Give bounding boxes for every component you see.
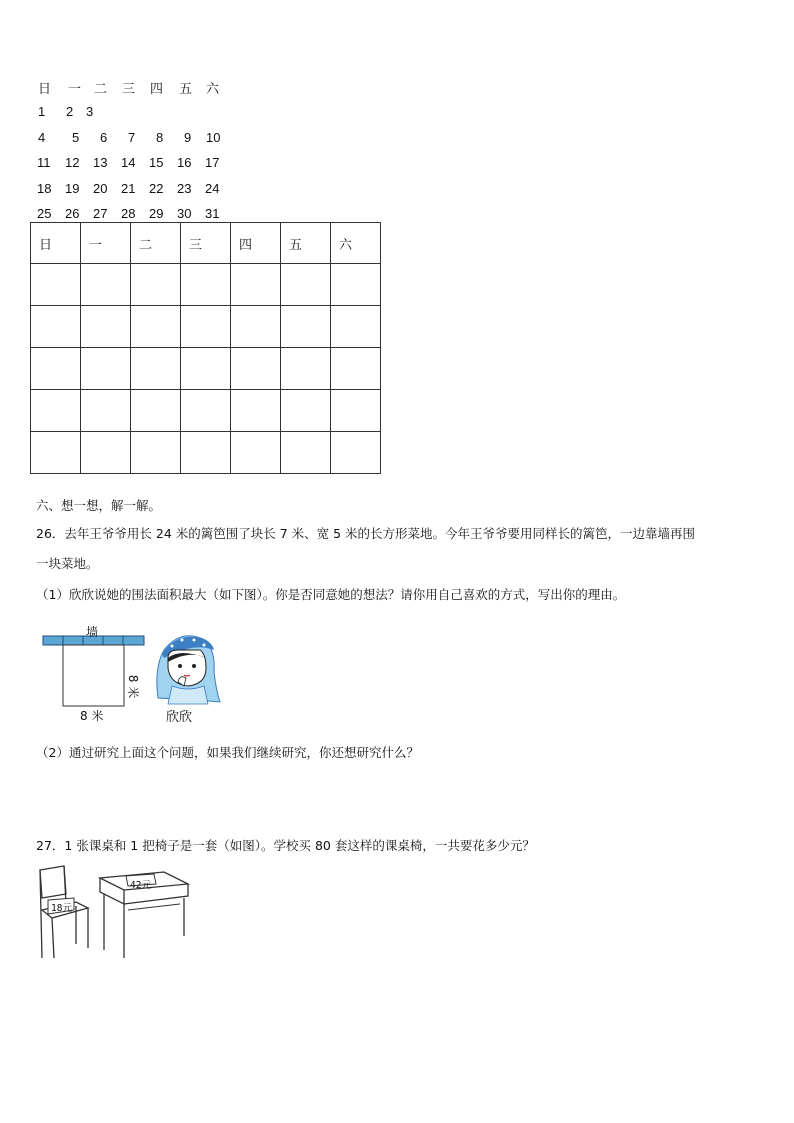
grid-cell[interactable]	[81, 306, 131, 348]
grid-cell[interactable]	[131, 390, 181, 432]
grid-header-cell: 二	[131, 223, 181, 264]
section-title: 六、想一想，解一解。	[36, 498, 162, 513]
grid-cell[interactable]	[131, 348, 181, 390]
grid-header-cell: 日	[31, 223, 81, 264]
day: 2	[66, 104, 74, 119]
grid-cell[interactable]	[331, 348, 381, 390]
grid-header-cell: 三	[181, 223, 231, 264]
grid-row	[31, 390, 381, 432]
grid-cell[interactable]	[231, 348, 281, 390]
grid-cell[interactable]	[331, 390, 381, 432]
grid-cell[interactable]	[281, 348, 331, 390]
grid-row	[31, 264, 381, 306]
q26-line2: 一块菜地。	[36, 556, 99, 571]
grid-header-cell: 五	[281, 223, 331, 264]
day: 6	[100, 130, 108, 145]
grid-cell[interactable]	[331, 306, 381, 348]
wall-label: 墙	[86, 625, 99, 639]
weekday: 日	[38, 81, 52, 96]
girl-name-label: 欣欣	[166, 710, 193, 725]
weekday: 一	[68, 81, 82, 96]
q26-sub1: （1）欣欣说她的围法面积最大（如下图）。你是否同意她的想法？请你用自己喜欢的方式，写出你的理由。	[36, 587, 626, 602]
q26-line1: 26．去年王爷爷用长 24 米的篱笆围了块长 7 米、宽 5 米的长方形菜地。今年王爷爷要用同样长的篱笆，一边靠墙再围	[36, 526, 696, 541]
grid-cell[interactable]	[81, 390, 131, 432]
q27-text: 27．1 张课桌和 1 把椅子是一套（如图）。学校买 80 套这样的课桌椅，一共要花多少元？	[36, 838, 535, 853]
day: 13	[93, 155, 108, 170]
grid-header-cell: 六	[331, 223, 381, 264]
grid-cell[interactable]	[281, 432, 331, 474]
grid-cell[interactable]	[231, 264, 281, 306]
grid-cell[interactable]	[231, 432, 281, 474]
side-length-label: 8 米	[126, 674, 141, 699]
grid-cell[interactable]	[31, 264, 81, 306]
day: 26	[65, 206, 80, 221]
grid-cell[interactable]	[131, 306, 181, 348]
grid-cell[interactable]	[31, 348, 81, 390]
day: 28	[121, 206, 136, 221]
grid-header-cell: 一	[81, 223, 131, 264]
day: 11	[37, 155, 51, 170]
grid-header-row	[31, 223, 381, 264]
day: 4	[38, 130, 46, 145]
grid-cell[interactable]	[31, 432, 81, 474]
grid-cell[interactable]	[81, 264, 131, 306]
day: 25	[37, 206, 52, 221]
grid-cell[interactable]	[131, 432, 181, 474]
grid-cell[interactable]	[181, 390, 231, 432]
grid-cell[interactable]	[131, 264, 181, 306]
day: 23	[177, 181, 192, 196]
weekday: 五	[179, 81, 193, 96]
blank-calendar-grid	[30, 222, 381, 474]
bottom-length-label: 8 米	[80, 709, 104, 723]
chair-price-tag: 18元	[51, 903, 72, 914]
grid-cell[interactable]	[331, 264, 381, 306]
weekday: 三	[122, 81, 136, 96]
day: 19	[65, 181, 80, 196]
girl-illustration	[150, 628, 222, 706]
day: 20	[93, 181, 108, 196]
day: 24	[205, 181, 220, 196]
day: 8	[156, 130, 164, 145]
day: 3	[86, 104, 94, 119]
weekday: 二	[94, 81, 108, 96]
grid-cell[interactable]	[281, 306, 331, 348]
day: 27	[93, 206, 108, 221]
grid-row	[31, 348, 381, 390]
weekday: 六	[206, 81, 220, 96]
day: 9	[184, 130, 192, 145]
day: 18	[37, 181, 52, 196]
day: 5	[72, 130, 80, 145]
grid-cell[interactable]	[231, 390, 281, 432]
day: 17	[205, 155, 220, 170]
grid-cell[interactable]	[31, 390, 81, 432]
day: 29	[149, 206, 164, 221]
grid-cell[interactable]	[81, 432, 131, 474]
day: 30	[177, 206, 192, 221]
day: 1	[38, 104, 46, 119]
grid-cell[interactable]	[231, 306, 281, 348]
day: 31	[205, 206, 220, 221]
grid-cell[interactable]	[281, 390, 331, 432]
grid-cell[interactable]	[181, 432, 231, 474]
grid-cell[interactable]	[281, 264, 331, 306]
plot-square	[63, 645, 124, 706]
grid-cell[interactable]	[331, 432, 381, 474]
grid-cell[interactable]	[181, 348, 231, 390]
desk-price-tag: 42元	[130, 880, 151, 891]
day: 10	[206, 130, 221, 145]
grid-cell[interactable]	[181, 306, 231, 348]
day: 15	[149, 155, 164, 170]
day: 7	[128, 130, 136, 145]
weekday: 四	[150, 81, 164, 96]
day: 14	[121, 155, 136, 170]
grid-cell[interactable]	[31, 306, 81, 348]
day: 16	[177, 155, 192, 170]
grid-header-cell: 四	[231, 223, 281, 264]
day: 22	[149, 181, 164, 196]
grid-cell[interactable]	[81, 348, 131, 390]
grid-cell[interactable]	[181, 264, 231, 306]
q26-sub2: （2）通过研究上面这个问题，如果我们继续研究，你还想研究什么？	[36, 745, 419, 760]
grid-row	[31, 432, 381, 474]
day: 21	[121, 181, 136, 196]
grid-row	[31, 306, 381, 348]
day: 12	[65, 155, 80, 170]
